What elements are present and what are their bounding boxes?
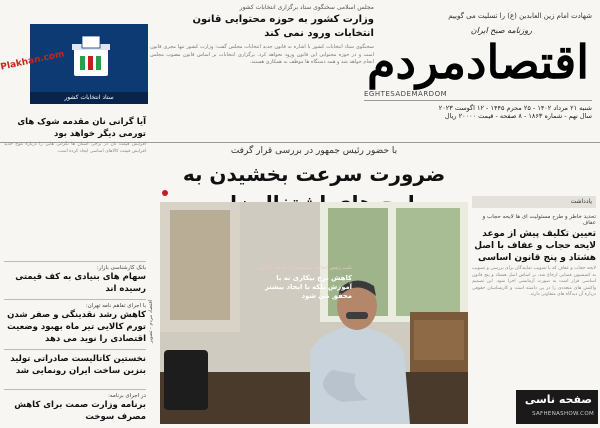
left-story-3-kicker: با اجرای تفاهم نامه تهران: [85,303,146,309]
column-header: یادداشت [472,196,596,208]
left-story-1 [0,116,152,155]
top-teaser [150,4,374,136]
site-stamp [516,390,598,424]
main-headline-line1: ضرورت سرعت بخشیدن به [182,162,446,186]
issue-info: سال نهم - شماره ۱۸۶۳ - ۸ صفحه - قیمت ۲۰۰۰۰ ریال [444,112,592,120]
newspaper-logo: اقتصادمردم [366,35,590,89]
left-story-2-title: سهام های بنیادی به کف قیمتی رسیده اند [15,272,146,294]
main-kicker: با حضور رئیس جمهور در بررسی قرار گرفت [230,146,398,156]
divider [4,299,146,300]
teaser-kicker: مجلس اسلامی سخنگوی ستاد برگزاری انتخابات کشور [239,4,374,11]
masthead-site: EGHTESADEMARDOM [364,90,448,98]
right-story-body: لایحه حجاب و عفاف که با تصویب نمایندگان برای بررسی و تصویب به کمیسیون قضایی ارجاع شد، بر اساس اصل هشتاد و پنج قانون اساسی قرار است به صورت آزمایشی اجرا شود. این تصمیم واکنش های متعددی را در پی داشته است و کارشناسان حقوقی درباره آن دیدگاه های متفاوتی دارند. [472,266,596,297]
left-story-3-title: کاهش رشد نقدینگی و صفر شدن تورم کالایی تیر ماه بهبود وضعیت اقتصادی را نوید می دهد [7,310,146,344]
masthead-slogan: شهادت امام زین العابدین (ع) را تسلیت می گوییم [448,12,592,20]
left-story-3 [0,296,152,345]
main-photo [160,202,468,424]
left-story-2-kicker: بانک کارشناسی بازار: [96,265,146,271]
watermark: Plakhan.com [0,49,66,73]
photo-caption-kicker: نایب رئیس اتحادیه پیشکسوتان جامعه کارگری [257,265,352,271]
dateline: شنبه ۲۱ مرداد ۱۴۰۲ - ۲۵ محرم ۱۴۴۵ - ۱۲ اگوست ۲۰۲۳ [364,100,592,112]
left-story-1-title: آیا گرانی نان مقدمه شوک های تورمی دیگر خواهد بود [17,117,146,139]
stamp-site: SAFHENASHOW.COM [532,411,594,417]
left-story-2 [0,258,152,295]
photo-side-credit: اقتصاد مردم - تصویر [148,300,154,344]
left-story-5-title: برنامه وزارت صمت برای کاهش مصرف سوخت [14,400,146,422]
divider [4,261,146,262]
stamp-title: صفحه ناسی [524,393,592,406]
photo-caption [256,264,352,301]
masthead [364,4,592,142]
divider [4,349,146,350]
left-story-4 [0,346,152,377]
election-photo [30,24,148,104]
office-scene-illustration [160,202,468,424]
left-story-4-title: نخستین کاتالیست صادراتی تولید بنزین ساخت ایران رونمایی شد [10,354,146,376]
photo-caption-text: کاهش نرخ بیکاری نه با آموزش بلکه با ایجاد بیشتر محقق می شود [264,274,352,300]
left-story-5-kicker: در اجرای برنامه: [108,393,146,399]
ballot-box-icon [66,34,116,78]
left-story-1-body: افزایش قیمت نان در برخی استان ها نگرانی هایی را درباره موج جدید افزایش قیمت کالاهای اساسی ایجاد کرده است. [4,142,146,154]
left-column [0,110,152,428]
left-story-5 [0,386,152,423]
teaser-body: سخنگوی ستاد انتخابات کشور با اشاره به قانون جدید انتخابات مجلس گفت: وزارت کشور تنها مجری قانون است و در حوزه محتوایی این قانون ورود نخواهد کرد. برگزاری انتخابات بر اساس قانون مصوب مجلس انجام خواهد شد و همه دستگاه ها موظف به همکاری هستند. [150,44,374,65]
election-label: ستاد انتخابات کشور [30,92,148,104]
masthead-tagline: روزنامه صبح ایران [470,26,532,35]
bullet-icon [162,190,168,196]
divider [4,389,146,390]
right-story-kicker: تحدید خاطر و طرح مسئولیت ای ها لایحه حجاب و عفاف [482,214,596,226]
teaser-title: وزارت کشور به حوزه محتوایی قانون انتخابات ورود نمی کند [192,14,374,39]
right-story-title: تعیین تکلیف پیش از موعد لایحه حجاب و عفاف با اصل هشتاد و پنج قانون اساسی [474,229,596,263]
